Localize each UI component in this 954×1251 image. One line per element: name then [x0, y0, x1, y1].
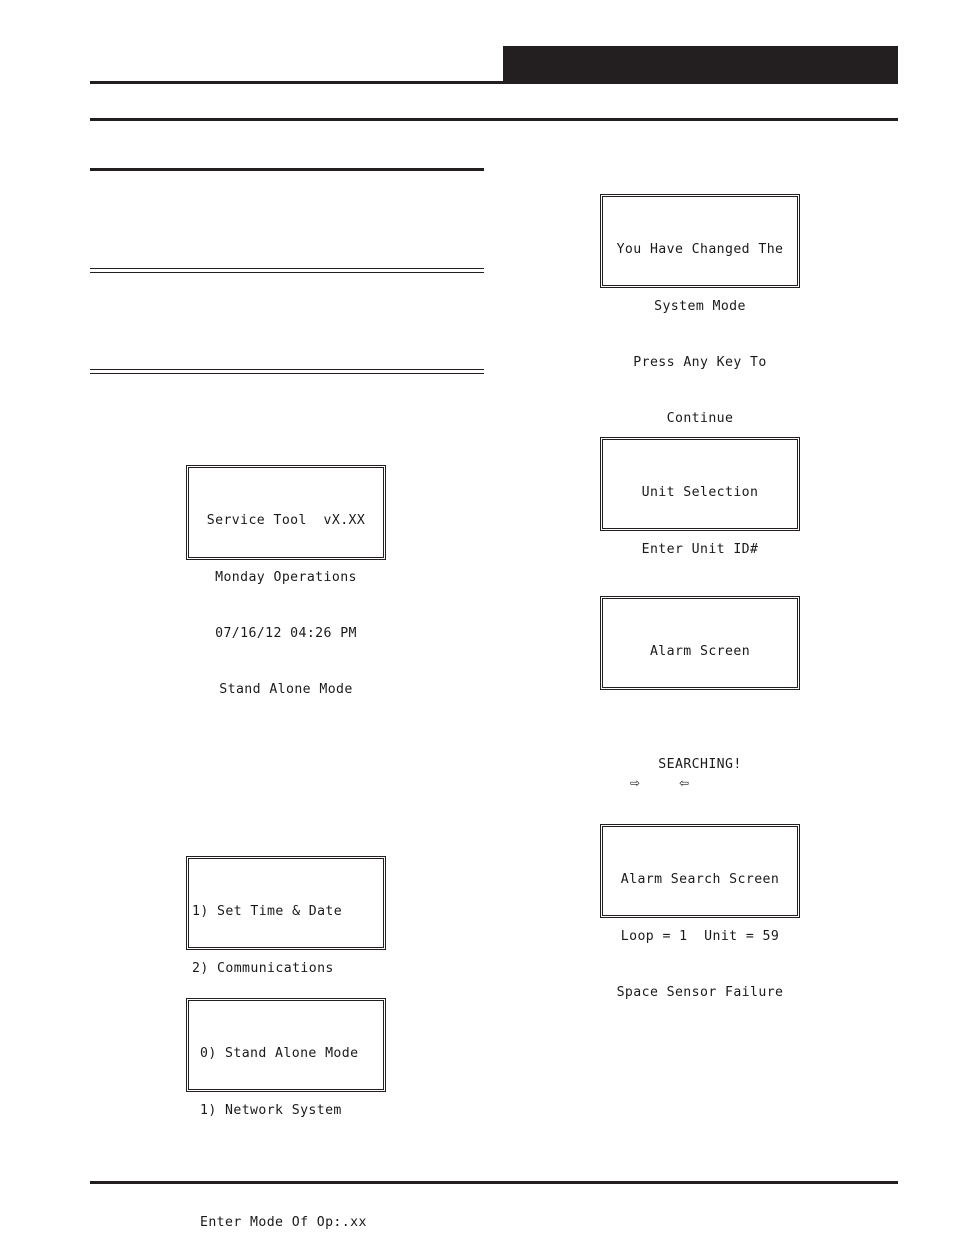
lcd-line: 1) Network System: [200, 1102, 342, 1118]
lcd-line: Enter Mode Of Op:.xx: [200, 1214, 367, 1230]
unit-selection-screen: [600, 437, 800, 557]
left-rule-1: [90, 168, 484, 171]
lcd-line: 07/16/12 04:26 PM: [215, 625, 357, 641]
lcd-line: Space Sensor Failure: [616, 984, 784, 1000]
lcd-line: [603, 1040, 797, 1059]
right-arrow-icon: ⇨: [630, 776, 641, 790]
lcd-line: You Have Changed The: [616, 242, 784, 258]
lcd-line: 0) Stand Alone Mode: [200, 1046, 359, 1062]
lcd-line: Unit Selection: [641, 485, 759, 501]
section-rule: [90, 118, 898, 121]
lcd-line: 1) Set Time & Date: [192, 904, 343, 920]
lcd-line: Stand Alone Mode: [219, 681, 353, 697]
left-rule-3b: [90, 373, 484, 374]
lcd-line: [200, 1158, 383, 1177]
left-arrow-icon: ⇦: [679, 776, 690, 790]
lcd-line: Alarm Search Screen: [620, 872, 780, 888]
lcd-line: [603, 700, 797, 719]
lcd-line: Alarm Screen: [649, 644, 751, 660]
mode-select-screen: [186, 998, 386, 1230]
alarm-search-screen: [600, 824, 800, 1000]
main-menu-screen: [186, 856, 386, 976]
header-block: [503, 46, 898, 83]
mode-changed-screen: [600, 194, 800, 426]
lcd-line: Press Any Key To: [633, 354, 767, 370]
lcd-line: Loop = 1 Unit = 59: [620, 928, 780, 944]
lcd-line: Enter Unit ID#: [641, 541, 759, 557]
lcd-line: 2) Communications: [192, 960, 334, 976]
left-rule-3a: [90, 369, 484, 370]
lcd-line: Continue: [666, 410, 734, 426]
alarm-screen: [600, 596, 800, 772]
lcd-line: Service Tool vX.XX: [206, 513, 366, 529]
lcd-line: SEARCHING!: [658, 756, 742, 772]
footer-rule: [90, 1181, 898, 1184]
lcd-line: System Mode: [654, 298, 746, 314]
left-rule-2a: [90, 268, 484, 269]
lcd-line: Monday Operations: [215, 569, 357, 585]
service-tool-screen: [186, 465, 386, 697]
left-rule-2b: [90, 272, 484, 273]
header-rule: [90, 81, 898, 84]
